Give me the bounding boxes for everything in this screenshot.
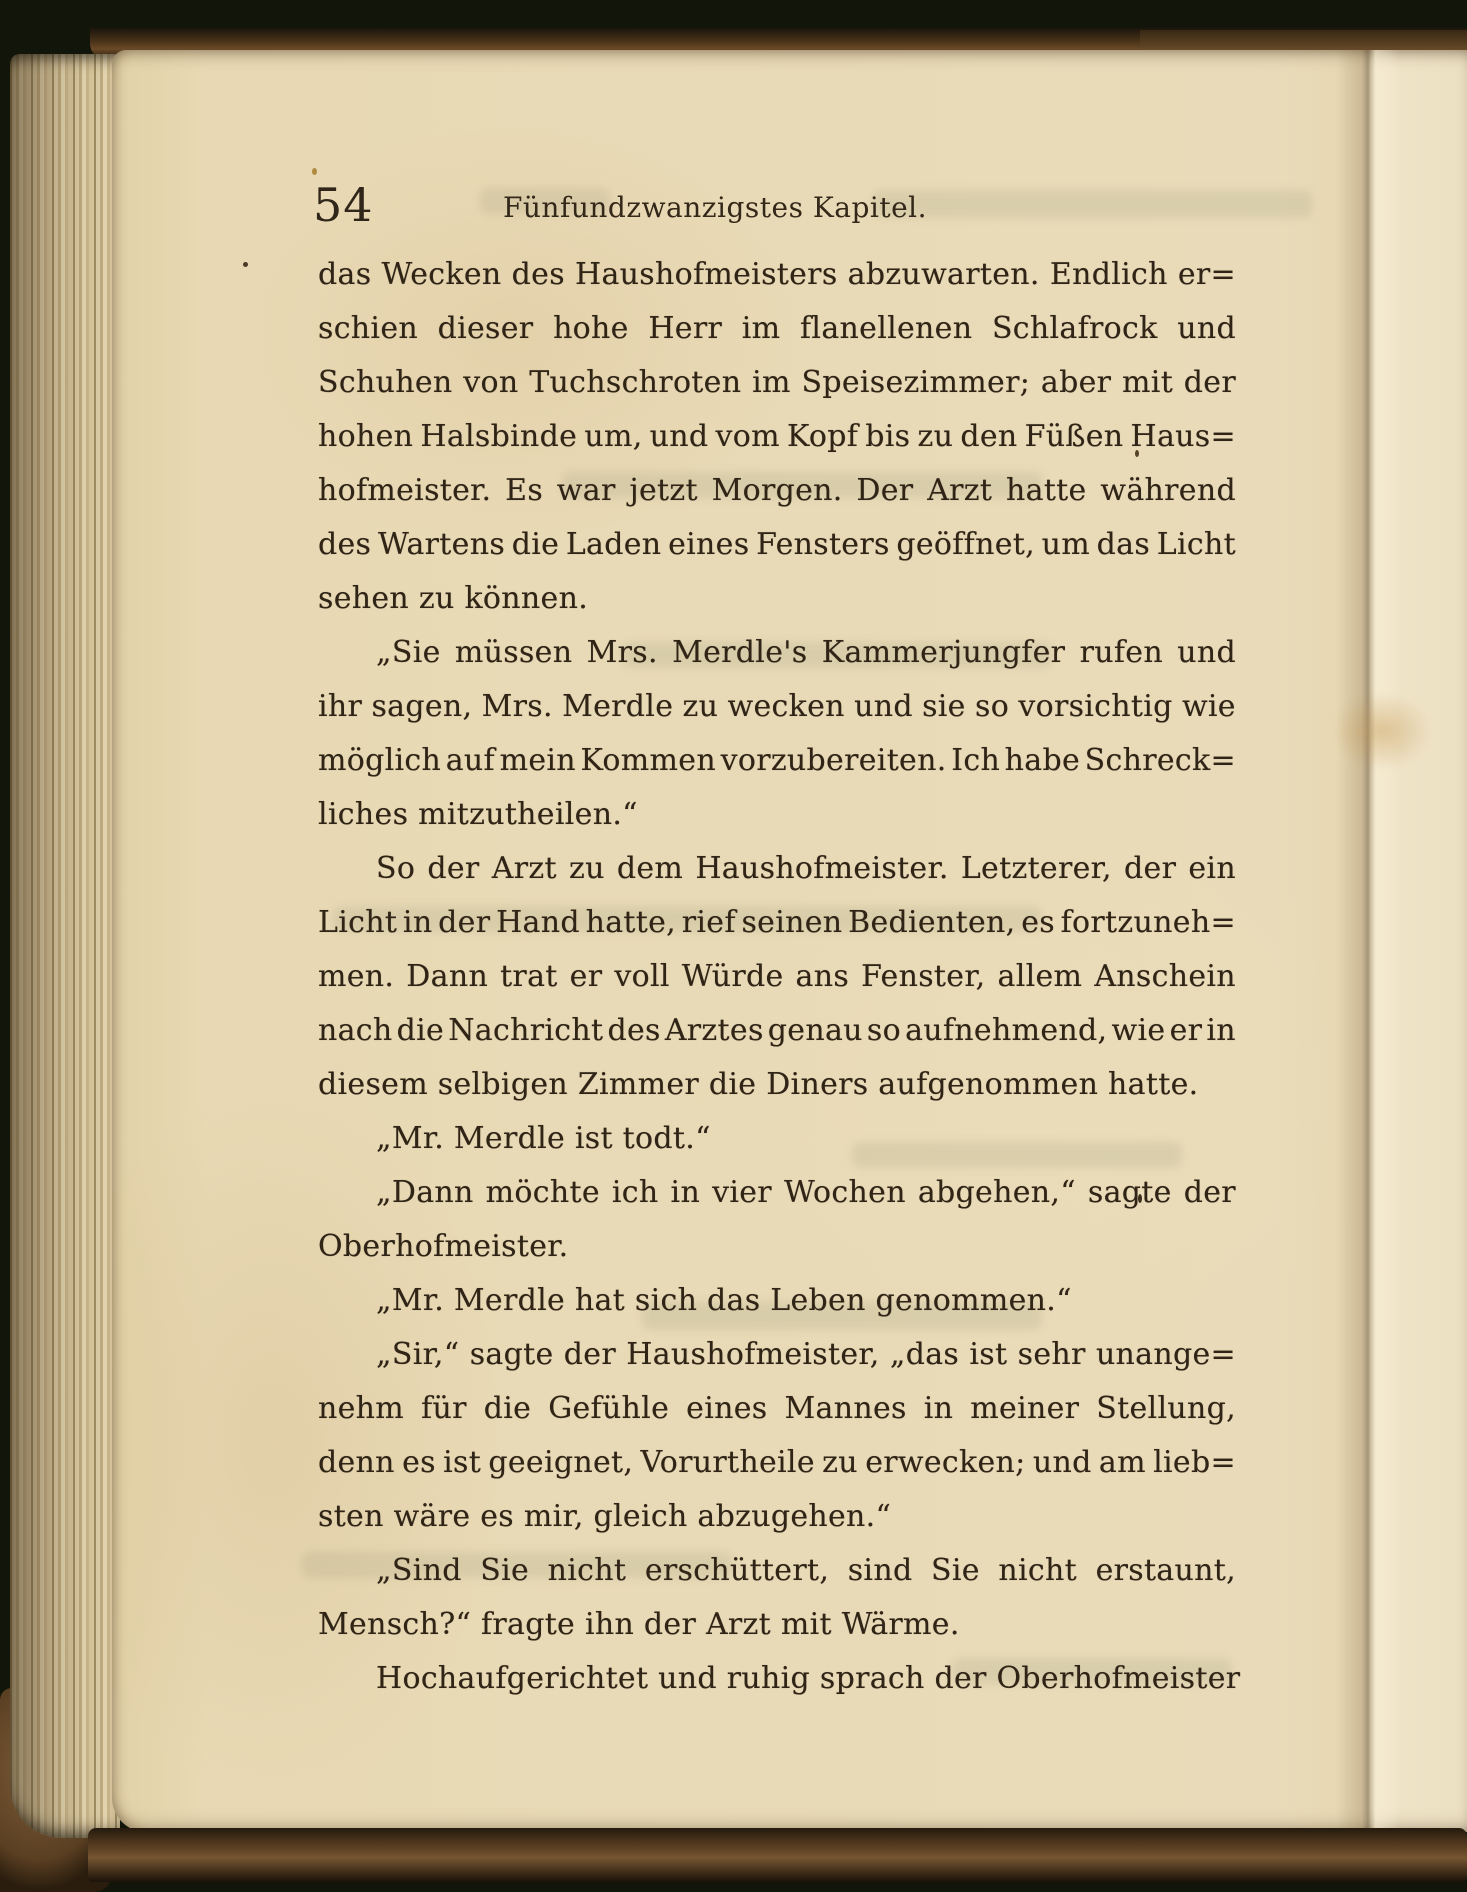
text-line: diesem selbigen Zimmer die Diners aufgenommen hatte. (318, 1067, 1199, 1102)
text-line: „Sir,“ sagte der Haushofmeister, „das ist sehr unange= (376, 1337, 1236, 1372)
running-header-chapter-title: Fünfundzwanzigstes Kapitel. (502, 191, 928, 224)
text-line: hohen Halsbinde um, und vom Kopf bis zu den Füßen Haus= (318, 419, 1236, 454)
ink-speck (243, 262, 248, 267)
text-line: nehm für die Gefühle eines Mannes in meiner Stellung, (318, 1391, 1236, 1426)
text-line: „Sind Sie nicht erschüttert, sind Sie nicht erstaunt, (376, 1553, 1236, 1588)
text-line: Licht in der Hand hatte, rief seinen Bedienten, es fortzuneh= (318, 905, 1236, 940)
page-crease (1336, 50, 1400, 1832)
text-line: Mensch?“ fragte ihn der Arzt mit Wärme. (318, 1607, 960, 1642)
text-line: des Wartens die Laden eines Fensters geöffnet, um das Licht (318, 527, 1236, 562)
text-line: „Mr. Merdle ist todt.“ (376, 1121, 711, 1156)
text-line: sehen zu können. (318, 581, 589, 616)
page-stain (1332, 692, 1432, 770)
text-line: liches mitzutheilen.“ (318, 797, 638, 832)
text-line: hofmeister. Es war jetzt Morgen. Der Arzt hatte während (318, 473, 1236, 508)
text-line: nach die Nachricht des Arztes genau so aufnehmend, wie er in (318, 1013, 1236, 1048)
text-line: sten wäre es mir, gleich abzugehen.“ (318, 1499, 892, 1534)
text-line: Schuhen von Tuchschroten im Speisezimmer; aber mit der (318, 365, 1236, 400)
page-number: 54 (313, 178, 374, 232)
text-line: schien dieser hohe Herr im flanellenen Schlafrock und (318, 311, 1236, 346)
text-line: So der Arzt zu dem Haushofmeister. Letzterer, der ein (376, 851, 1236, 886)
page-edge-fan (10, 54, 120, 1838)
text-line: men. Dann trat er voll Würde ans Fenster, allem Anschein (318, 959, 1236, 994)
foxing-speck (312, 168, 317, 175)
text-line: Oberhofmeister. (318, 1229, 569, 1264)
text-line: „Dann möchte ich in vier Wochen abgehen,“ sagte der (376, 1175, 1236, 1210)
text-block (318, 248, 1241, 1706)
text-line: ihr sagen, Mrs. Merdle zu wecken und sie so vorsichtig wie (318, 689, 1236, 724)
text-line: denn es ist geeignet, Vorurtheile zu erwecken; und am lieb= (318, 1445, 1236, 1480)
text-line: Hochaufgerichtet und ruhig sprach der Oberhofmeister (376, 1661, 1241, 1696)
text-line: das Wecken des Haushofmeisters abzuwarten. Endlich er= (318, 257, 1236, 292)
text-line: „Mr. Merdle hat sich das Leben genommen.“ (376, 1283, 1072, 1318)
text-line: möglich auf mein Kommen vorzubereiten. Ich habe Schreck= (318, 743, 1236, 778)
text-line: „Sie müssen Mrs. Merdle's Kammerjungfer rufen und (376, 635, 1236, 670)
leather-binding-bottom (88, 1828, 1467, 1882)
